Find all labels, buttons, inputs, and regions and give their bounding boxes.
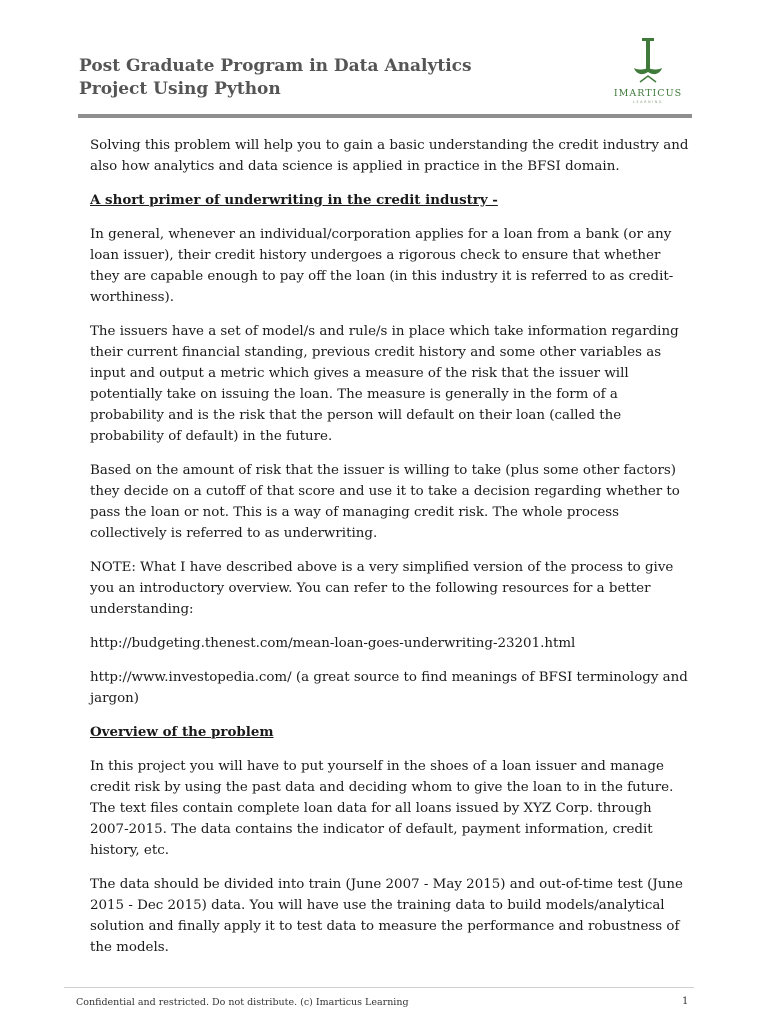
paragraph-risk-cutoff: Based on the amount of risk that the issuer is willing to take (plus some other factors) they decide on a cutoff of that score and use it to take a decision regarding whether to pass the loan or not. This is a way of managing credit risk. The whole process collectively is referred to as underwriting. — [90, 463, 680, 541]
note-paragraph: NOTE: What I have described above is a very simplified version of the process to give you an introductory overview. You can refer to the following resources for a better understanding: — [90, 560, 674, 617]
page-number: 1 — [682, 996, 689, 1007]
paragraph-issuer-models: The issuers have a set of model/s and rule/s in place which take information regarding their current financial standing, previous credit history and some other variables as input and output a metric which gives a measure of the risk that the issuer will potentially take on issuing the loan. The measure is generally in the form of a probability and is the risk that the person will default on their loan (called the probability of default) in the future. — [90, 324, 679, 444]
header-title-line1: Post Graduate Program in Data Analytics — [79, 56, 472, 76]
document-header — [79, 55, 472, 101]
footer-divider — [64, 987, 694, 988]
imarticus-logo-icon — [628, 36, 668, 86]
header-divider — [78, 114, 692, 118]
section-heading-underwriting: A short primer of underwriting in the credit industry - — [90, 192, 498, 208]
header-title-line2: Project Using Python — [79, 79, 281, 99]
imarticus-logo — [606, 36, 690, 112]
document-body — [90, 135, 690, 958]
section-heading-overview: Overview of the problem — [90, 724, 274, 740]
paragraph-underwriting-general: In general, whenever an individual/corporation applies for a loan from a bank (or any loan issuer), their credit history undergoes a rigorous check to ensure that whether they are capable enough to pay off the loan (in this industry it is referred to as credit-worthiness). — [90, 227, 674, 305]
logo-sub-text: LEARNING — [633, 100, 663, 104]
paragraph-data-split: The data should be divided into train (June 2007 - May 2015) and out-of-time test (June 2015 - Dec 2015) data. You will have use the training data to build models/analytical solution and finally apply it to test data to measure the performance and robustness of the models. — [90, 877, 683, 955]
resource-link-investopedia[interactable]: http://www.investopedia.com/ (a great source to find meanings of BFSI terminology and jargon) — [90, 670, 688, 706]
resource-link-thenest[interactable]: http://budgeting.thenest.com/mean-loan-goes-underwriting-23201.html — [90, 636, 576, 651]
paragraph-project-overview: In this project you will have to put yourself in the shoes of a loan issuer and manage credit risk by using the past data and deciding whom to give the loan to in the future. The text files contain complete loan data for all loans issued by XYZ Corp. through 2007-2015. The data contains the indicator of default, payment information, credit history, etc. — [90, 759, 674, 858]
logo-brand-text: IMARTICUS — [613, 88, 683, 99]
footer-confidential-text: Confidential and restricted. Do not distribute. (c) Imarticus Learning — [76, 997, 409, 1008]
intro-paragraph: Solving this problem will help you to gain a basic understanding the credit industry and also how analytics and data science is applied in practice in the BFSI domain. — [90, 138, 689, 174]
